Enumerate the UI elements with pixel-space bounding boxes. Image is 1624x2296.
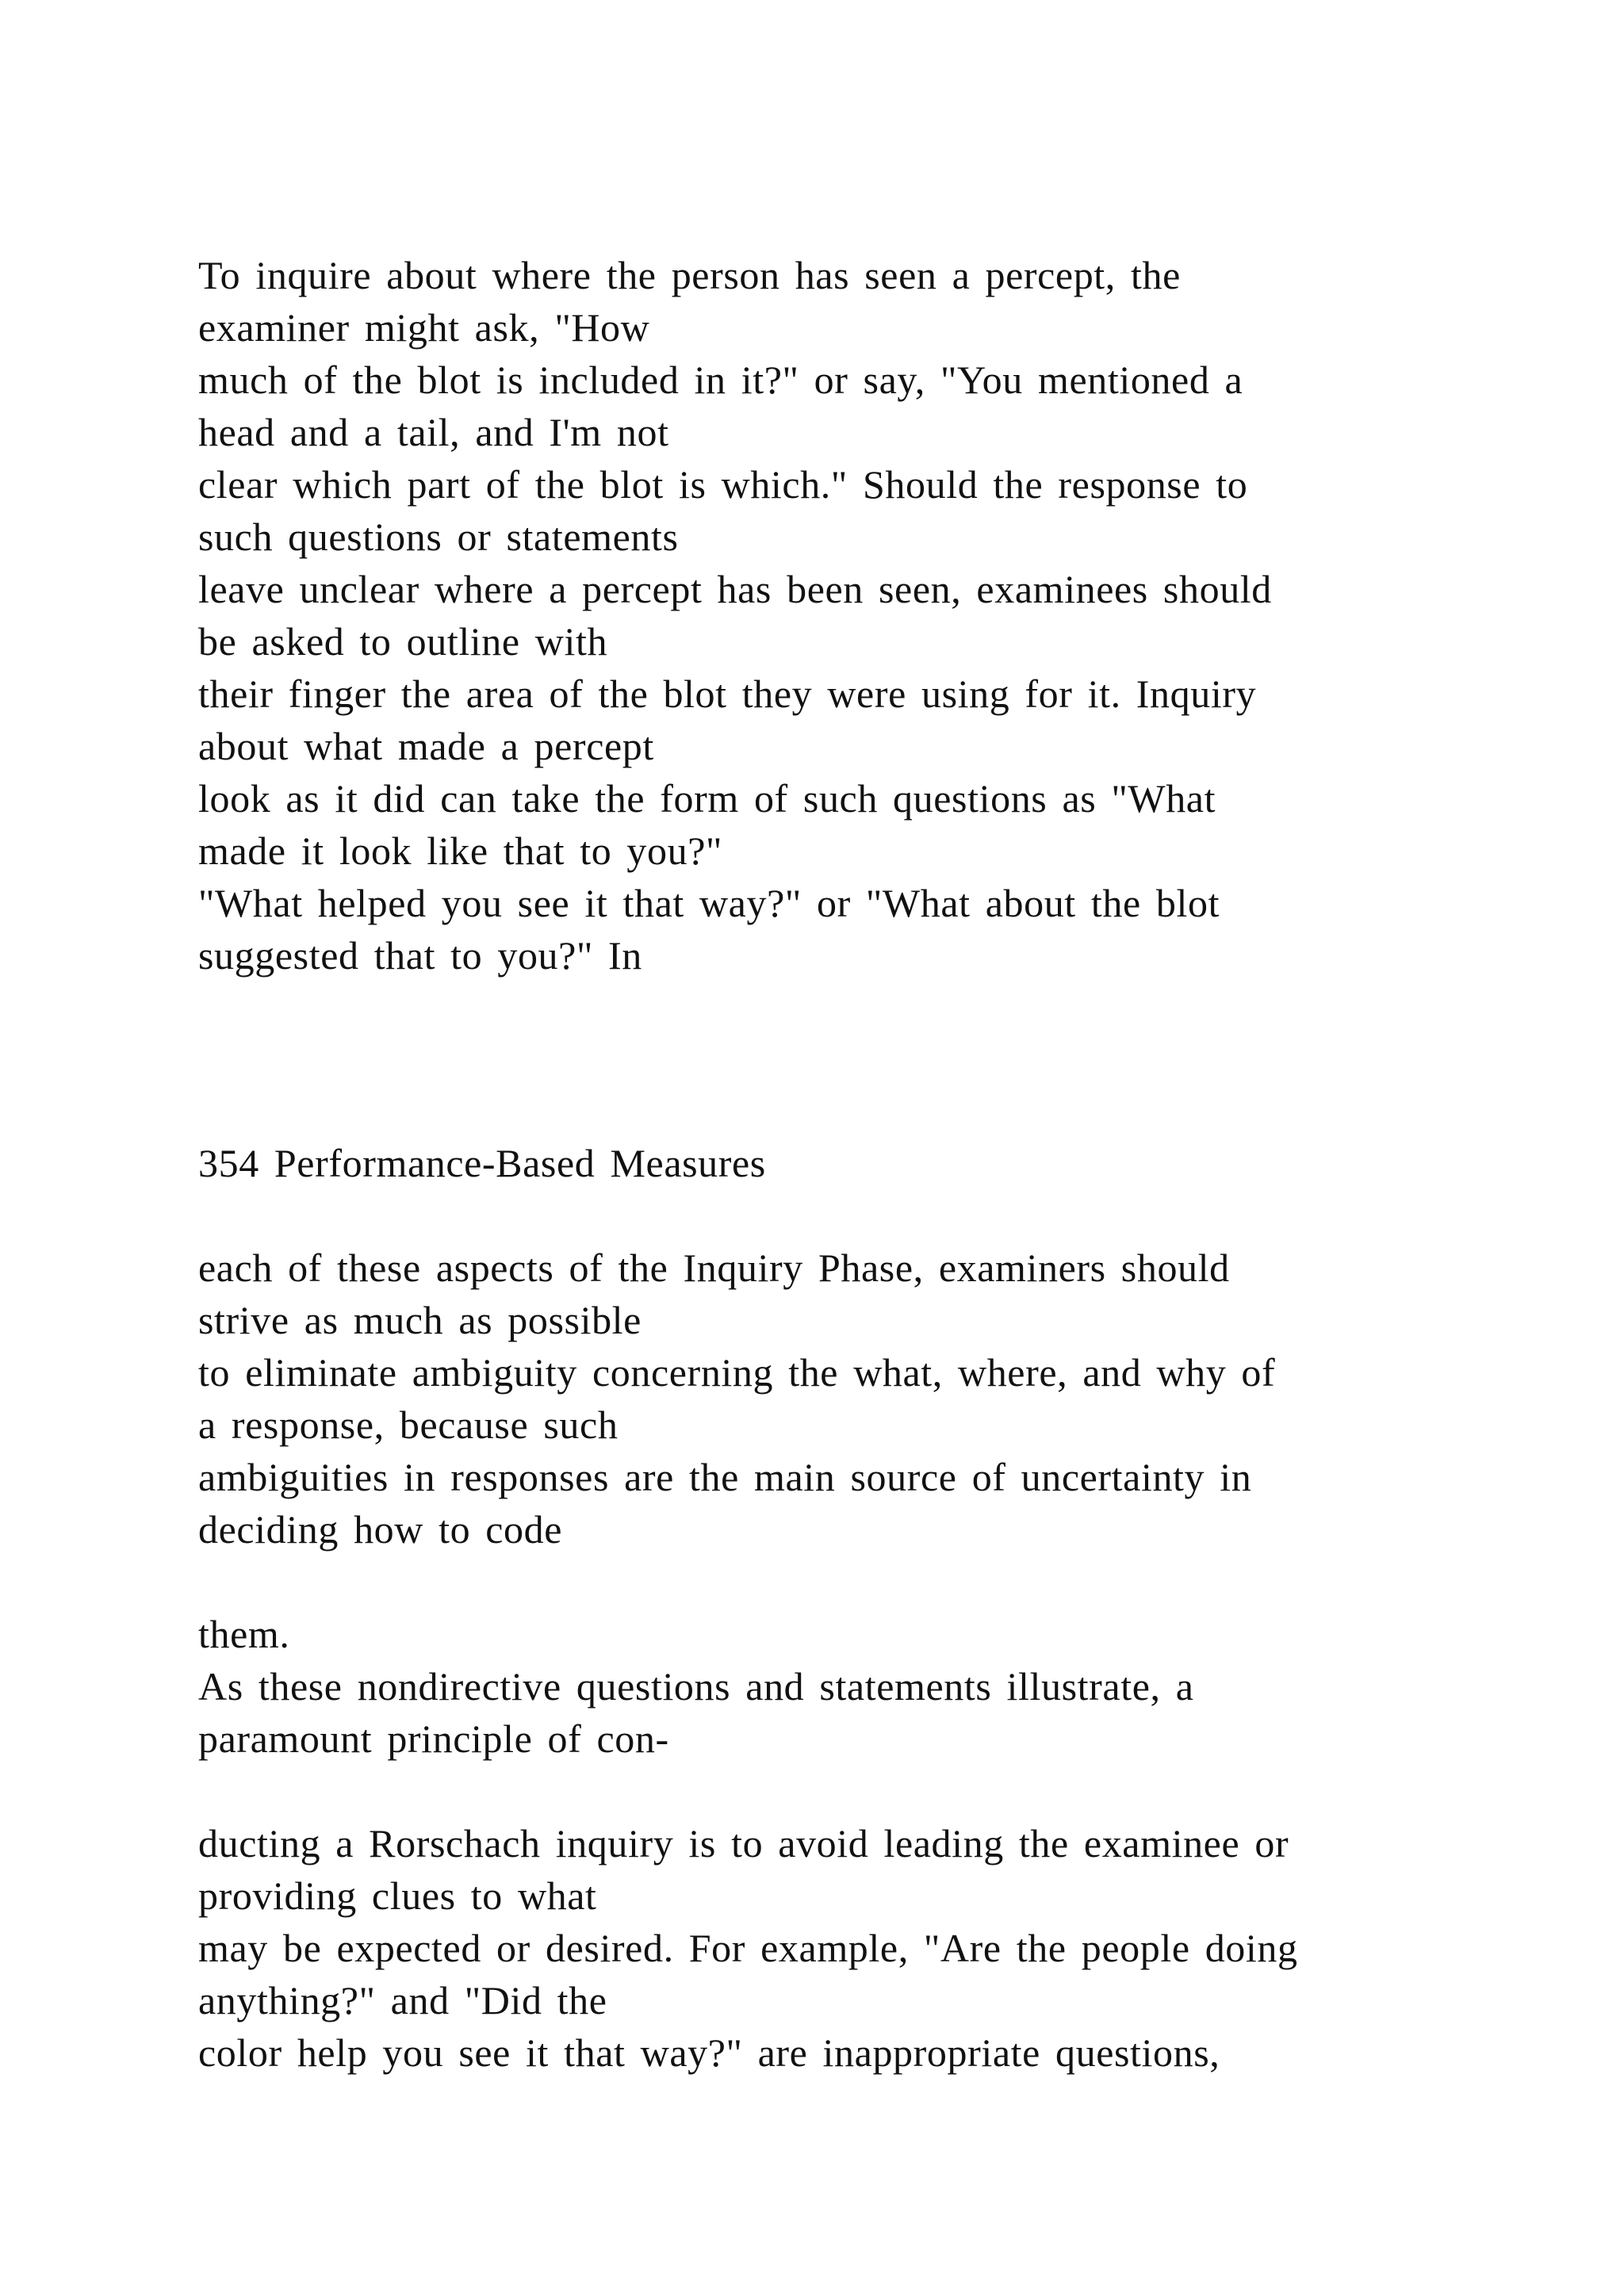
text-line: to eliminate ambiguity concerning the what, where, and why of bbox=[198, 1350, 1276, 1395]
text-line: such questions or statements bbox=[198, 515, 679, 559]
text-line: strive as much as possible bbox=[198, 1298, 642, 1342]
text-line: deciding how to code bbox=[198, 1507, 563, 1552]
text-line: may be expected or desired. For example, "Are the people doing bbox=[198, 1926, 1298, 1970]
text-line: about what made a percept bbox=[198, 724, 654, 768]
text-line: their finger the area of the blot they were using for it. Inquiry bbox=[198, 672, 1257, 716]
text-line: much of the blot is included in it?" or say, "You mentioned a bbox=[198, 358, 1243, 402]
text-line: made it look like that to you?" bbox=[198, 828, 722, 873]
text-line: examiner might ask, "How bbox=[198, 305, 650, 350]
text-line: head and a tail, and I'm not bbox=[198, 410, 669, 454]
text-line: ambiguities in responses are the main source of uncertainty in bbox=[198, 1455, 1252, 1499]
text-line: "What helped you see it that way?" or "What about the blot bbox=[198, 881, 1220, 925]
text-line: clear which part of the blot is which." Should the response to bbox=[198, 462, 1248, 507]
text-line: paramount principle of con- bbox=[198, 1716, 669, 1761]
text-line: To inquire about where the person has seen a percept, the bbox=[198, 253, 1181, 297]
text-line: leave unclear where a percept has been seen, examinees should bbox=[198, 567, 1272, 611]
text-line: each of these aspects of the Inquiry Phase, examiners should bbox=[198, 1246, 1230, 1290]
text-line: be asked to outline with bbox=[198, 619, 608, 664]
text-line: color help you see it that way?" are inappropriate questions, bbox=[198, 2030, 1220, 2075]
text-line: them. bbox=[198, 1612, 290, 1656]
running-header: 354 Performance-Based Measures bbox=[198, 1141, 766, 1185]
text-line: anything?" and "Did the bbox=[198, 1978, 607, 2022]
text-line: look as it did can take the form of such questions as "What bbox=[198, 776, 1216, 821]
text-line: As these nondirective questions and statements illustrate, a bbox=[198, 1664, 1194, 1709]
text-line: providing clues to what bbox=[198, 1873, 597, 1918]
text-line: ducting a Rorschach inquiry is to avoid leading the examinee or bbox=[198, 1821, 1289, 1866]
text-line: a response, because such bbox=[198, 1402, 619, 1447]
text-line: suggested that to you?" In bbox=[198, 933, 642, 978]
